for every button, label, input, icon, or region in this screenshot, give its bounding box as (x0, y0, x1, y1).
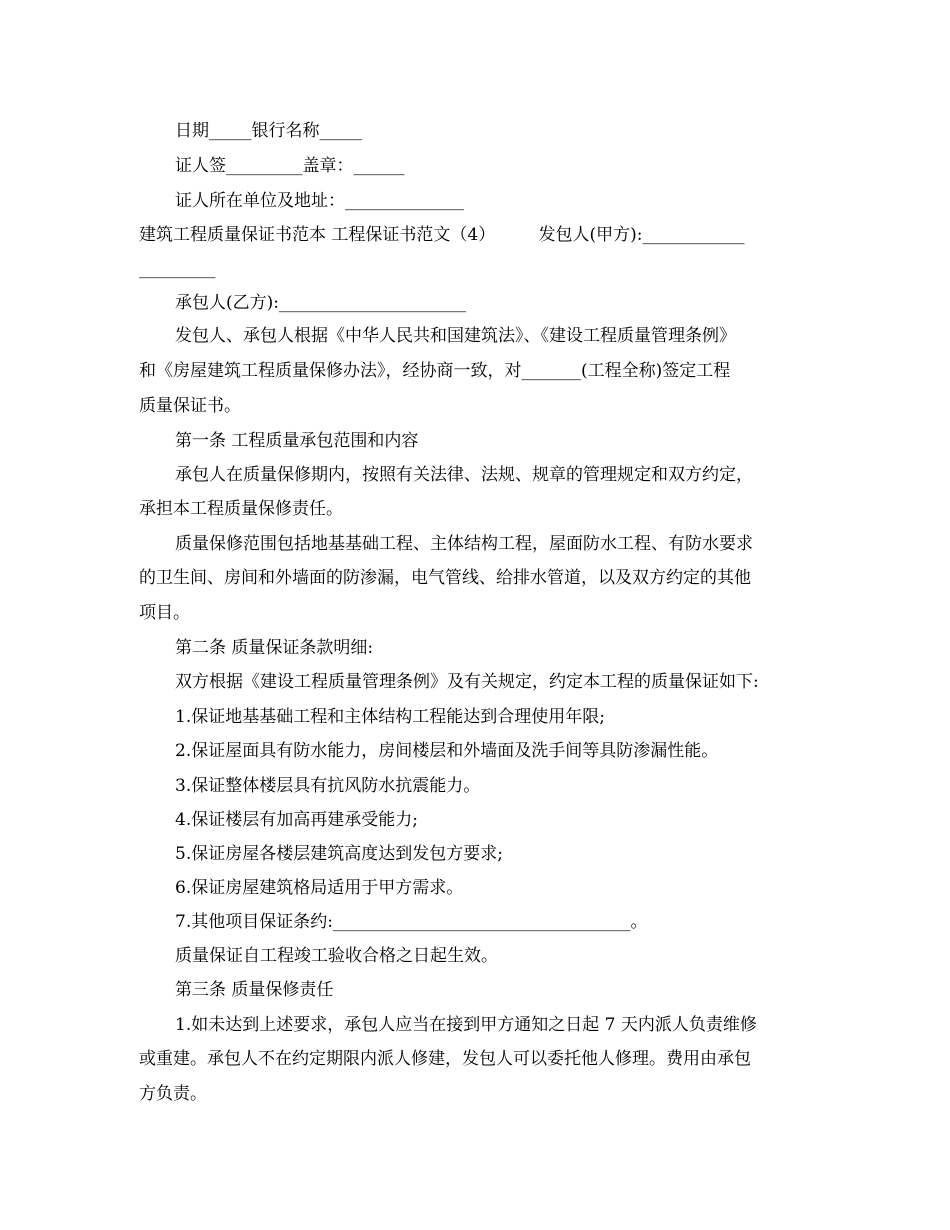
paragraph-line: 承包人在质量保修期内，按照有关法律、法规、规章的管理规定和双方约定， (175, 465, 753, 485)
paragraph-line: 发包人、承包人根据《中华人民共和国建筑法》、《建设工程质量管理条例》 (175, 326, 736, 346)
list-item: 6.保证房屋建筑格局适用于甲方需求。 (175, 878, 464, 898)
section-heading-3: 第三条 质量保修责任 (175, 980, 334, 1000)
list-item: 4.保证楼层有加高再建承受能力; (175, 810, 418, 830)
paragraph-line: 承担本工程质量保修责任。 (139, 499, 343, 519)
paragraph-line: 项目。 (139, 603, 190, 623)
blank-continuation-line: _________ (139, 259, 216, 279)
paragraph-line: 方负责。 (139, 1084, 207, 1104)
paragraph-line: 双方根据《建设工程质量管理条例》及有关规定，约定本工程的质量保证如下: (175, 672, 759, 692)
paragraph-line: 的卫生间、房间和外墙面的防渗漏，电气管线、给排水管道，以及双方约定的其他 (139, 568, 751, 588)
paragraph-line: 质量保证自工程竣工验收合格之日起生效。 (175, 946, 498, 966)
section-heading-2: 第二条 质量保证条款明细: (175, 638, 374, 658)
list-item: 2.保证屋面具有防水能力，房间楼层和外墙面及洗手间等具防渗漏性能。 (175, 741, 719, 761)
paragraph-line: 1.如未达到上述要求，承包人应当在接到甲方通知之日起 7 天内派人负责维修 (175, 1015, 757, 1035)
date-bank-line: 日期_____银行名称_____ (175, 121, 362, 141)
witness-address-line: 证人所在单位及地址：______________ (175, 191, 464, 211)
list-item: 3.保证整体楼层具有抗风防水抗震能力。 (175, 776, 481, 796)
list-item: 1.保证地基基础工程和主体结构工程能达到合理使用年限; (175, 707, 605, 727)
paragraph-line: 或重建。承包人不在约定期限内派人修建，发包人可以委托他人修理。费用由承包 (139, 1049, 751, 1069)
paragraph-line: 质量保修范围包括地基基础工程、主体结构工程，屋面防水工程、有防水要求 (175, 534, 753, 554)
document-title-line: 建筑工程质量保证书范本 工程保证书范文（4） 发包人(甲方):____________ (139, 225, 745, 245)
contractor-line: 承包人(乙方):______________________ (175, 293, 466, 313)
list-item: 7.其他项目保证条约:___________________________________。 (175, 912, 648, 932)
paragraph-line: 质量保证书。 (139, 396, 241, 416)
section-heading-1: 第一条 工程质量承包范围和内容 (175, 431, 419, 451)
witness-sign-line: 证人签_________盖章：______ (175, 156, 405, 176)
paragraph-line: 和《房屋建筑工程质量保修办法》，经协商一致，对_______(工程全称)签定工程 (139, 361, 731, 381)
list-item: 5.保证房屋各楼层建筑高度达到发包方要求; (175, 844, 503, 864)
